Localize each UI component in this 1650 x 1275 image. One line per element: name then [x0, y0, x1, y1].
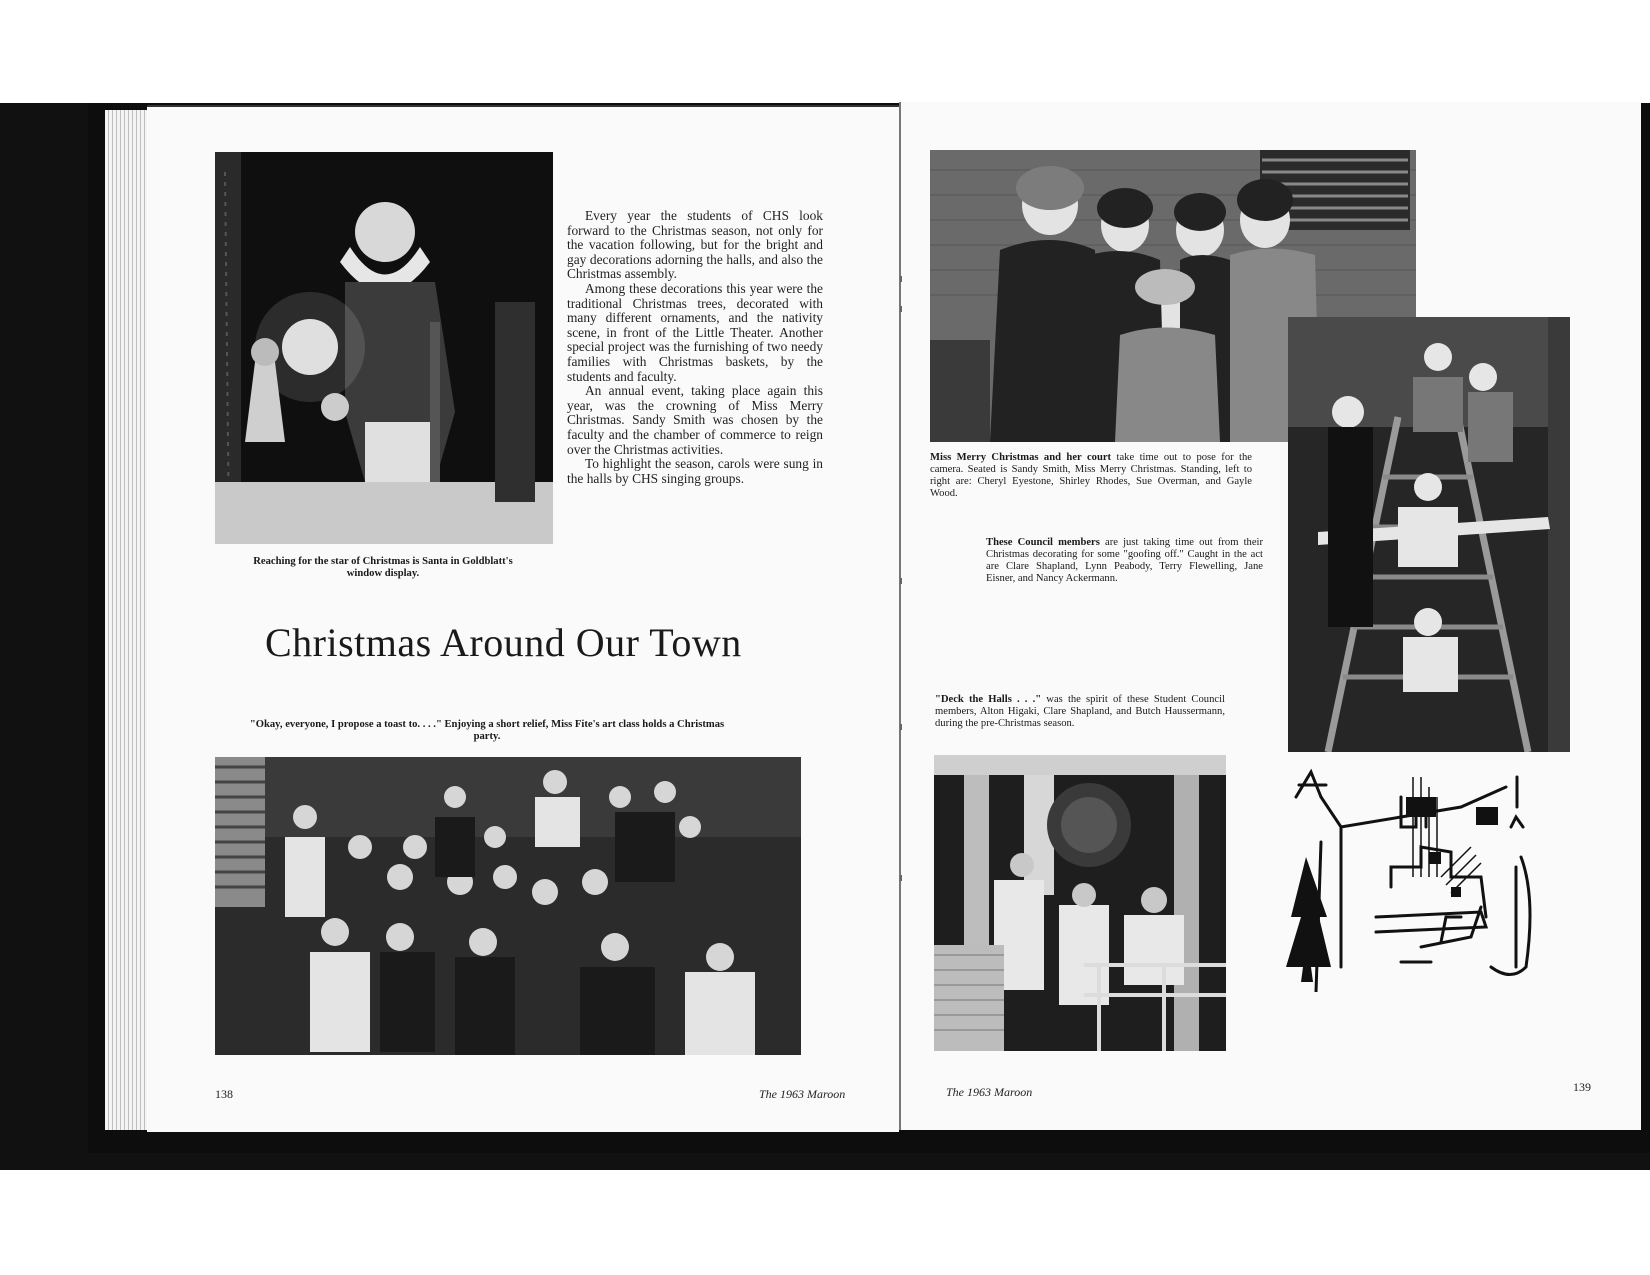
ladder-photo-caption: [986, 537, 1263, 585]
court-photo-caption: [930, 452, 1252, 500]
gutter-mark: [900, 276, 902, 282]
right-running-footer: The 1963 Maroon: [946, 1085, 1033, 1099]
article-body: [567, 209, 823, 486]
party-photo-caption: "Okay, everyone, I propose a toast to. . . ." Enjoying a short relief, Miss Fite's art class holds a Christmas party.: [249, 719, 725, 742]
photo-santa-window-display: [215, 152, 553, 544]
ladder-caption-text: are just taking time out from their Christmas decorating for some "goofing off." Caught in the act are Clare Shapland, Lynn Peabody, Terry Flewelling, Jane Eisner, and Nancy Ackermann.: [986, 537, 1263, 584]
star-sketch: [1296, 772, 1326, 797]
gutter-mark: [900, 578, 902, 584]
court-caption-text: take time out to pose for the camera. Seated is Sandy Smith, Miss Merry Christmas. Standing, left to right are: Cheryl Eyestone, Shirley Rhodes, Sue Overman, and Gayle Wood.: [930, 452, 1253, 499]
court-caption-lead: Miss Merry Christmas and her court: [930, 452, 1112, 463]
article-paragraph: Among these decorations this year were the traditional Christmas trees, decorated with many different ornaments, and the nativity scene, in front of the Little Theater. Another special project was the furnishing of two needy families with Christmas baskets, by the students and faculty.: [567, 280, 823, 384]
santa-photo-caption: Reaching for the star of Christmas is Santa in Goldblatt's window display.: [253, 556, 513, 579]
article-paragraph: An annual event, taking place again this year, was the crowning of Miss Merry Christmas. Sandy Smith was chosen by the faculty and the chamber of commerce to reign over the Christmas activities.: [567, 383, 823, 457]
halls-caption-text: was the spirit of these Student Council members, Alton Higaki, Clare Shapland, and Butch Haussermann, during the pre-Christmas season.: [935, 694, 1225, 729]
gutter-mark: [900, 306, 902, 312]
halls-photo-caption: [935, 694, 1225, 730]
photo-deck-the-halls: [934, 755, 1226, 1051]
christmas-city-drawing: [1281, 767, 1556, 992]
left-page: [147, 105, 899, 1132]
ladder-caption-lead: These Council members: [986, 537, 1100, 548]
right-page-number: 139: [1573, 1080, 1591, 1094]
page-title: Christmas Around Our Town: [265, 620, 742, 665]
photo-council-ladder: [1288, 317, 1570, 752]
left-page-number: 138: [215, 1087, 233, 1101]
gutter-mark: [900, 875, 902, 881]
article-paragraph: Every year the students of CHS look forward to the Christmas season, not only for the vacation following, but for the bright and gay decorations adorning the halls, and also the Christmas assembly.: [567, 208, 823, 282]
halls-caption-lead: "Deck the Halls . . .": [935, 694, 1042, 705]
page-edges: [105, 110, 147, 1130]
gutter-mark: [900, 724, 902, 730]
tree-sketch: [1286, 857, 1331, 982]
article-paragraph: To highlight the season, carols were sung in the halls by CHS singing groups.: [567, 456, 823, 486]
photo-art-class-party: [215, 757, 801, 1055]
right-page: [899, 102, 1641, 1130]
left-running-footer: The 1963 Maroon: [759, 1087, 846, 1101]
